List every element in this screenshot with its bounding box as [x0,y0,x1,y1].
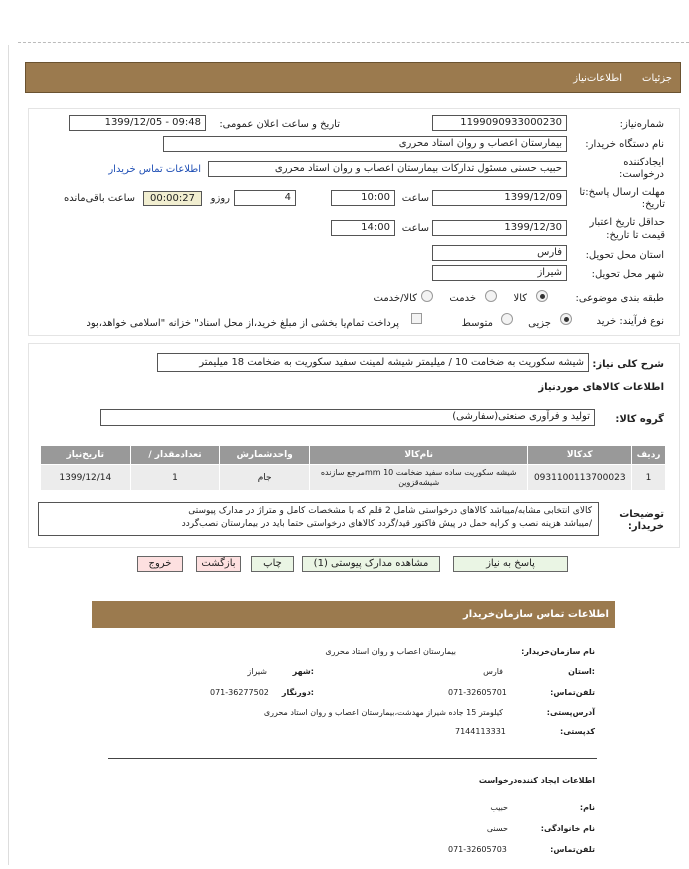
cell-row: 1 [632,465,666,491]
category-service-radio[interactable] [485,290,497,302]
contact-city-value: شیراز [247,667,267,676]
group-field: تولید و فرآوری صنعتی(سفارشی) [100,409,595,426]
process-label: نوع فرآیند: خرید [596,316,664,327]
validity-label-2: قیمت تا تاریخ: [606,230,665,241]
fax-value: 071-36277502 [210,688,269,697]
contact-header-bar [92,601,615,628]
group-label: گروه کالا: [615,414,664,425]
exit-button[interactable]: خروج [137,556,183,572]
contact-info-link[interactable]: اطلاعات تماس خریدار [108,164,201,175]
contact-divider [108,758,597,759]
announce-field: 1399/12/05 - 09:48 [69,115,206,131]
category-goods-service-label: کالا/خدمت [373,293,417,304]
province-field: فارس [432,245,567,261]
goods-info-heading: اطلاعات کالاهای موردنیاز [538,382,664,393]
print-button[interactable]: چاپ [251,556,294,572]
contact-title: اطلاعات تماس سازمان‌خریدار [462,609,609,620]
validity-time-label: ساعت [401,223,429,234]
notes-label-2: خریدار: [627,521,664,532]
address-value: کیلومتر 15 جاده شیراز مهدشت،بیمارستان اعصاب و روان استاد محرری [263,708,503,717]
col-date: تاریخ‌نیاز [41,446,131,465]
postal-value: 7144113331 [455,727,506,736]
creator-family-value: حسنی [486,824,508,833]
process-medium-radio[interactable] [501,313,513,325]
remaining-label: ساعت باقی‌مانده [63,193,135,204]
org-value: بیمارستان اعصاب و روان استاد محرری [325,647,456,656]
contact-province-label: :استان [568,667,595,676]
category-goods-radio[interactable] [536,290,548,302]
col-unit: واحدشمارش [220,446,310,465]
contact-province-value: فارس [483,667,503,676]
goods-table [40,445,666,491]
org-label: نام سازمان‌خریدار: [521,647,595,656]
treasury-payment-note: پرداخت تمام‌یا بخشی از مبلغ خرید،از محل اسناد" خزانه "اسلامی خواهد،بود [86,318,399,329]
creator-family-label: نام خانوادگی: [540,824,595,833]
goods-table-header [41,446,666,465]
buyer-field: بیمارستان اعصاب و روان استاد محرری [163,136,567,152]
validity-label-1: حداقل تاریخ اعتبار [589,217,665,228]
days-label: روزو [210,193,230,204]
cell-unit: جام [220,465,310,491]
reply-button[interactable]: پاسخ به نیاز [453,556,568,572]
postal-label: کدپستی: [560,727,595,736]
notes-label-1: توضیحات [619,509,664,520]
city-field: شیراز [432,265,567,281]
notes-line-1: کالای انتخابی مشابه/میباشد کالاهای درخواستی شامل 2 قلم که با مشخصات کامل و متراژ در مدارک پیوستی [188,506,592,516]
creator-phone-label: تلفن‌تماس: [550,845,595,854]
col-name: نام‌کالا [309,446,527,465]
left-border-line [8,45,9,865]
address-label: آدرس‌پستی: [546,708,595,717]
need-number-label: شماره‌نیاز: [619,119,664,130]
treasury-payment-checkbox[interactable] [411,313,422,324]
col-qty: تعدادمقدار / [130,446,220,465]
contact-city-label: :شهر [292,667,314,676]
announce-label: تاریخ و ساعت اعلان عمومی: [219,119,340,130]
view-documents-button[interactable]: مشاهده مدارک پیوستی (1) [302,556,440,572]
remaining-timer: 00:00:27 [143,191,202,206]
deadline-label-1: مهلت ارسال پاسخ:تا [579,187,665,198]
validity-time-field: 14:00 [331,220,395,236]
creator-field: حبیب حسنی مسئول تدارکات بیمارستان اعصاب و روان استاد محرری [208,161,567,177]
creator-name-value: حبیب [490,803,508,812]
deadline-time-label: ساعت [401,193,429,204]
province-label: استان محل تحویل: [585,250,664,261]
table-row [41,465,666,491]
deadline-label-2: تاریخ: [641,199,665,210]
cell-date: 1399/12/14 [41,465,131,491]
process-medium-label: متوسط [461,318,493,329]
category-goods-label: کالا [513,293,527,304]
fax-label: :دورنگار [281,688,314,697]
back-button[interactable]: بازگشت [196,556,241,572]
buyer-notes-box [38,502,599,536]
col-row: ردیف [632,446,666,465]
tab-need-info[interactable]: اطلاعات‌نیاز [573,73,622,84]
summary-label: شرح کلی نیاز: [592,359,664,370]
deadline-time-field: 10:00 [331,190,395,206]
process-minor-label: جزیی [528,318,551,329]
cell-code: 0931100113700023 [528,465,632,491]
summary-field: شیشه سکوریت به ضخامت 10 / میلیمتر شیشه لمینت سفید سکوریت به ضخامت 18 میلیمتر [157,353,589,372]
col-code: کدکالا [528,446,632,465]
notes-line-2: /میباشد هزینه نصب و کرایه حمل در پیش فاکتور قید/گردد کالاهای درخواستی حتما باید در بیمارستان نصب‌گردد [181,519,592,529]
process-minor-radio[interactable] [560,313,572,325]
category-goods-service-radio[interactable] [421,290,433,302]
need-number-field: 1199090933000230 [432,115,567,131]
buyer-label: نام دستگاه خریدار: [585,139,664,150]
category-service-label: خدمت [449,293,476,304]
cell-qty: 1 [130,465,220,491]
tab-details[interactable]: جزئیات [642,73,672,84]
creator-label-2: درخواست: [619,169,664,180]
days-field: 4 [234,190,296,206]
validity-date-field: 1399/12/30 [432,220,567,236]
deadline-date-field: 1399/12/09 [432,190,567,206]
tab-bar [25,62,681,93]
creator-info-title: اطلاعات ایجاد کننده‌درخواست [478,776,595,785]
creator-phone-value: 071-32605703 [448,845,507,854]
creator-name-label: نام: [579,803,595,812]
creator-label-1: ایجادکننده [623,157,664,168]
phone-value: 071-32605701 [448,688,507,697]
top-dashed-divider [18,42,689,43]
city-label: شهر محل تحویل: [591,269,664,280]
category-label: طبقه بندی موضوعی: [575,293,664,304]
phone-label: تلفن‌تماس: [550,688,595,697]
cell-name: شیشه سکوریت ساده سفید ضخامت mm 10مرجع سازنده شیشه‌قزوین [309,465,527,491]
